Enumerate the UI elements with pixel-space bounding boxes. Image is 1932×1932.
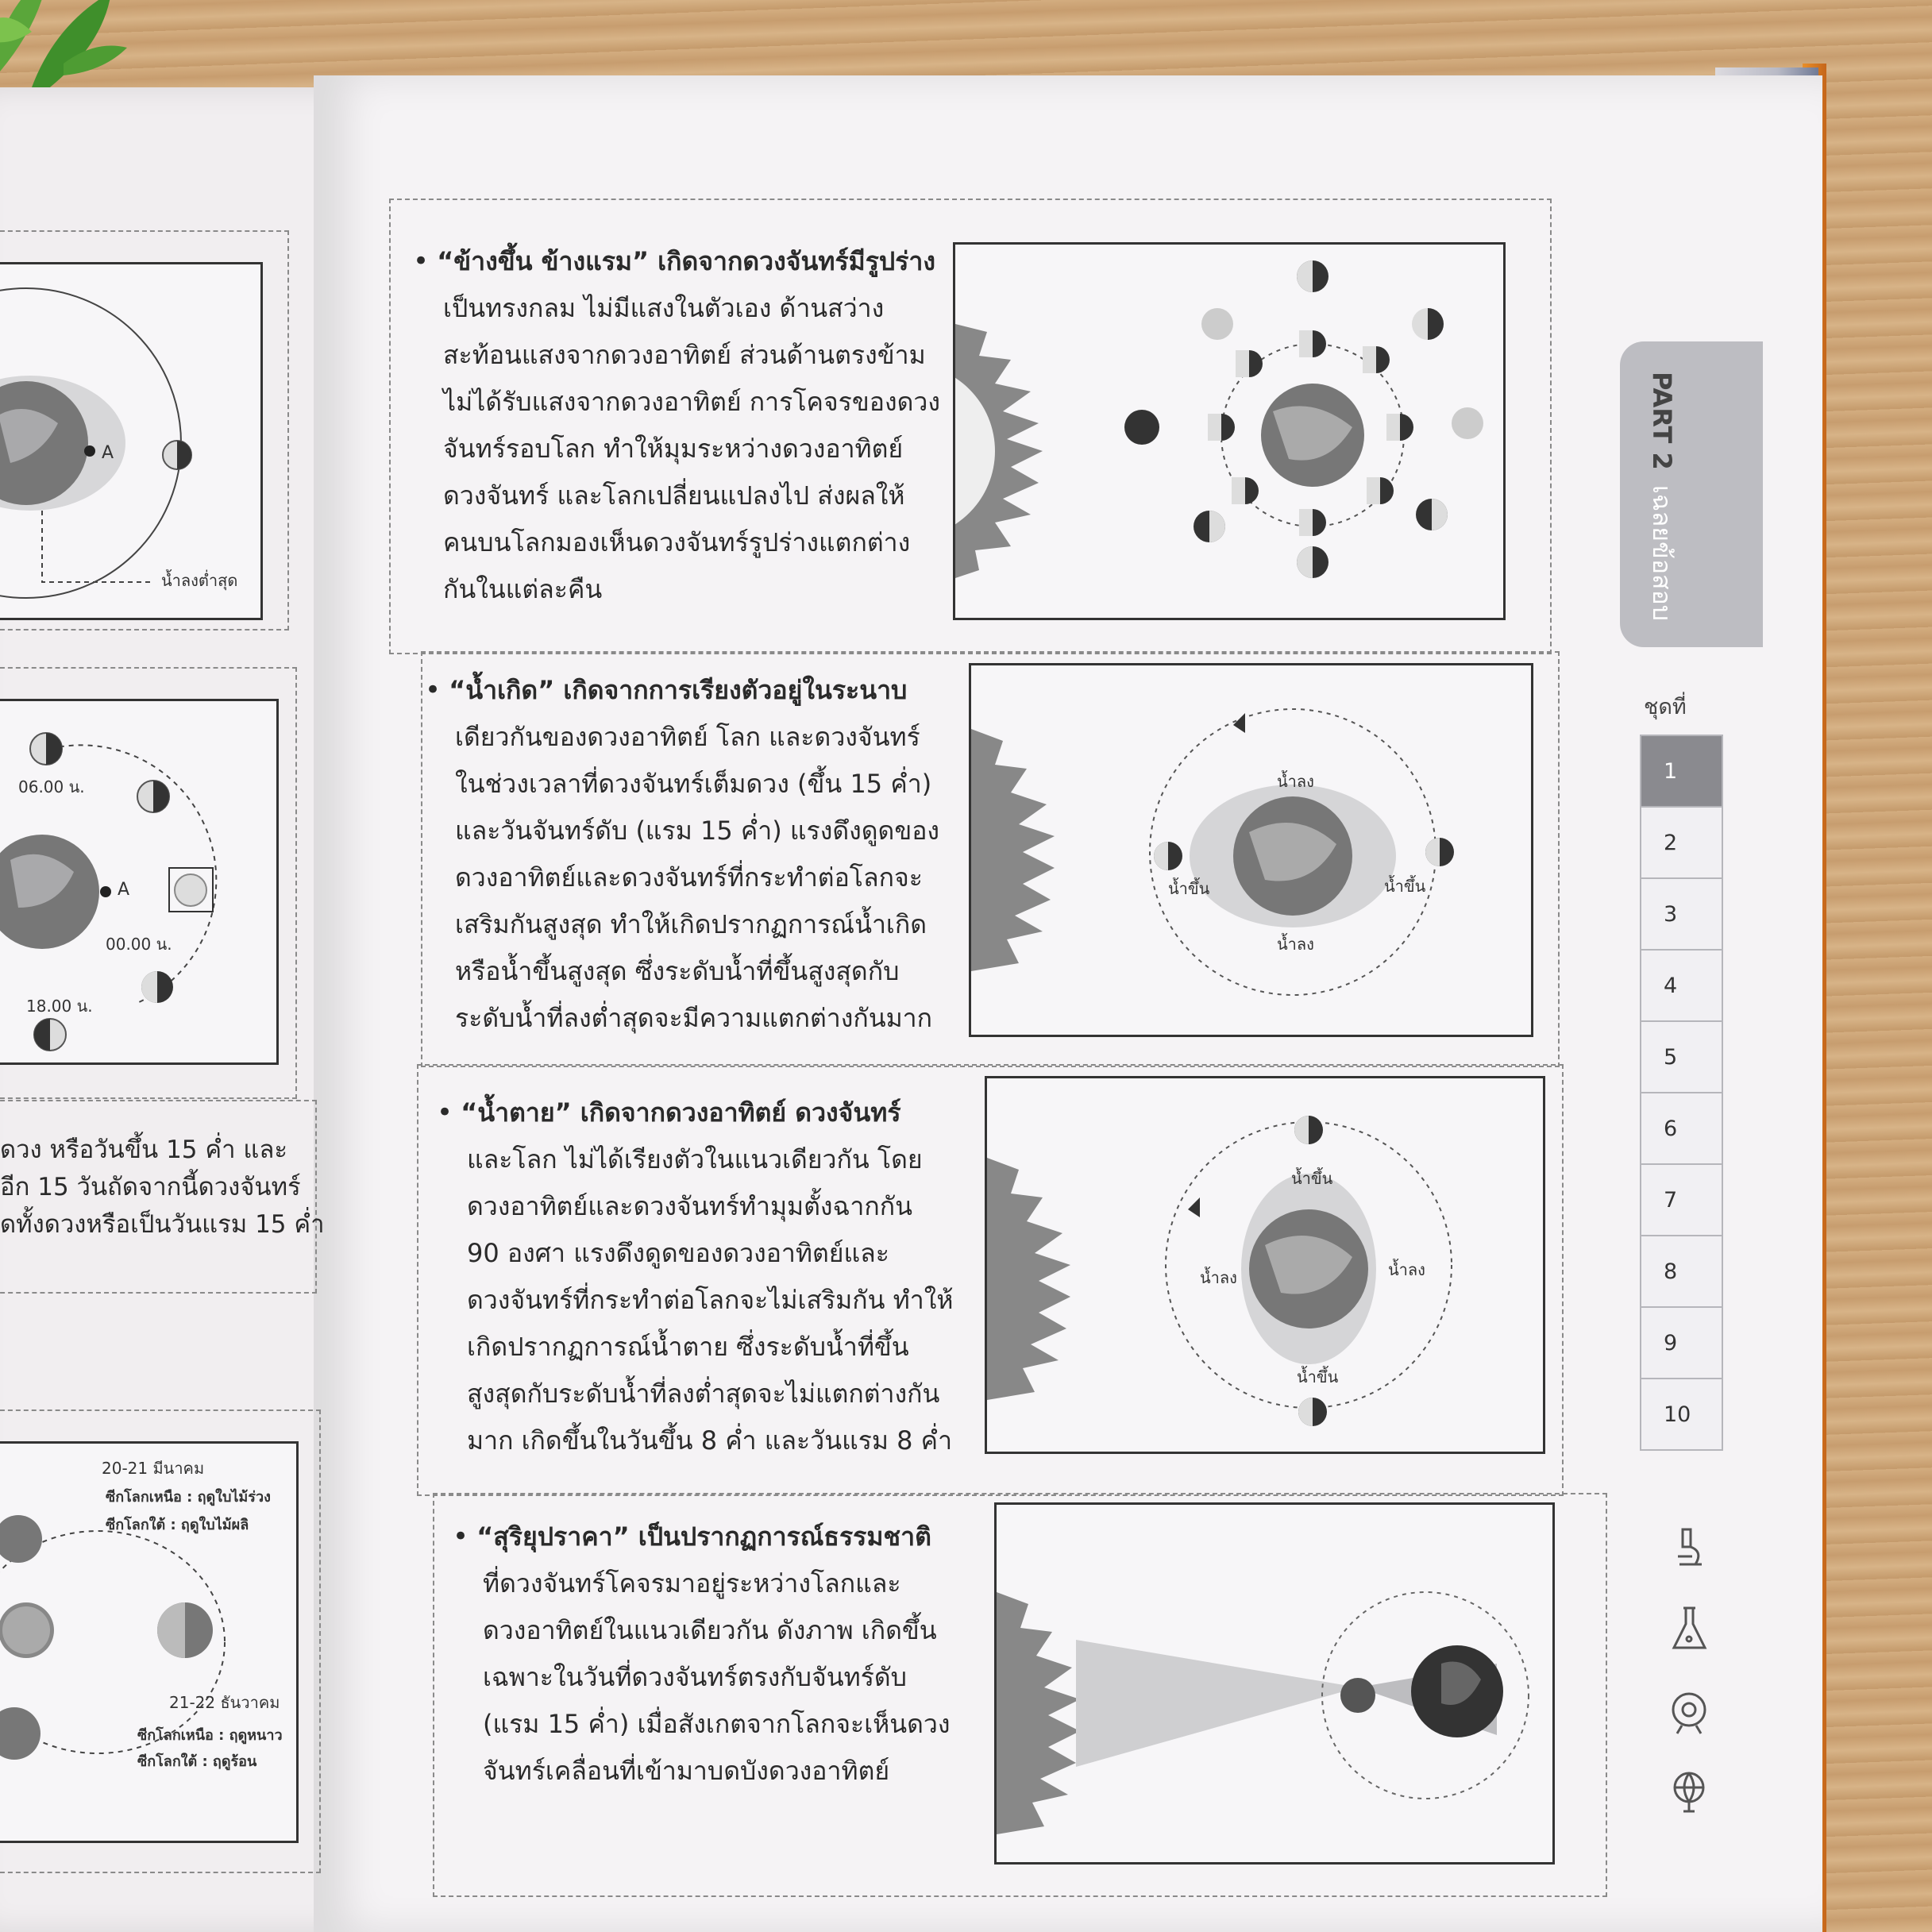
tide-top-label: น้ำลง [1277,772,1314,791]
text-line: ดวงอาทิตย์และดวงจันทร์ที่กระทำต่อโลกจะ [455,862,923,893]
spring-tide-figure [969,663,1533,1037]
left-text-line: ดทั้งดวงหรือเป็นวันแรม 15 ค่ำ [0,1210,325,1239]
tide-bottom-label: น้ำลง [1277,935,1314,954]
bullet: • [453,1521,469,1552]
set-tab-7[interactable]: 7 [1640,1165,1723,1236]
time-0600-label: 06.00 น. [18,777,85,796]
text-line: กันในแต่ละคืน [443,574,603,604]
tide-bottom-label: น้ำขึ้น [1297,1367,1339,1386]
text-line: หรือน้ำขึ้นสูงสุด ซึ่งระดับน้ำที่ขึ้นสูงสุดกับ [455,956,900,986]
text-line: สะท้อนแสงจากดวงอาทิตย์ ส่วนด้านตรงข้าม [443,340,926,370]
text-line: เดียวกันของดวงอาทิตย์ โลก และดวงจันทร์ [455,722,920,752]
set-tab-1[interactable]: 1 [1640,736,1723,808]
set-tab-6[interactable]: 6 [1640,1093,1723,1165]
december-north-season: ซีกโลกเหนือ : ฤดูหนาว [137,1727,283,1744]
globe-icon[interactable] [1668,1767,1711,1818]
time-1800-label: 18.00 น. [26,997,93,1016]
flask-icon[interactable] [1668,1604,1711,1656]
left-text-line: อีก 15 วันถัดจากนี้ดวงจันทร์ [0,1173,301,1201]
text-line: คนบนโลกมองเห็นดวงจันทร์รูปร่างแตกต่าง [443,527,911,557]
text-line: (แรม 15 ค่ำ) เมื่อสังเกตจากโลกจะเห็นดวง [483,1709,951,1739]
text-line: “น้ำตาย” เกิดจากดวงอาทิตย์ ดวงจันทร์ [461,1097,901,1128]
text-line: ที่ดวงจันทร์โคจรมาอยู่ระหว่างโลกและ [483,1568,901,1598]
left-text-line: ดวง หรือวันขึ้น 15 ค่ำ และ [0,1136,287,1164]
left-text-block [0,1132,325,1244]
text-line: จันทร์เคลื่อนที่เข้ามาบดบังดวงอาทิตย์ [483,1756,890,1786]
set-tab-8[interactable]: 8 [1640,1236,1723,1308]
moon-phases-diagram [955,245,1503,618]
text-line: ในช่วงเวลาที่ดวงจันทร์เต็มดวง (ขึ้น 15 ค่ำ) [455,769,932,799]
plant-leaves [0,0,135,95]
set-tab-5[interactable]: 5 [1640,1022,1723,1093]
text-line: “น้ำเกิด” เกิดจากการเรียงตัวอยู่ในระนาบ [449,675,908,705]
december-south-season: ซีกโลกใต้ : ฤดูร้อน [137,1753,257,1770]
neap-tide-text [437,1089,953,1464]
index-heading: ชุดที่ [1644,695,1687,719]
season-diagram [0,1441,299,1843]
moon-phases-figure [953,242,1506,620]
part-title: เฉลยข้อสอบ [1647,484,1677,622]
bullet: • [425,674,442,706]
set-tab-3[interactable]: 3 [1640,879,1723,951]
time-0000-label: 00.00 น. [106,935,172,954]
text-line: “สุริยุปราคา” เป็นปรากฏการณ์ธรรมชาติ [476,1521,931,1552]
set-tab-9[interactable]: 9 [1640,1308,1723,1379]
tide-orbit-diagram [0,264,260,618]
moon-phases-text [413,238,940,613]
text-line: ดวงอาทิตย์ในแนวเดียวกัน ดังภาพ เกิดขึ้น [483,1615,937,1645]
text-line: ไม่ได้รับแสงจากดวงอาทิตย์ การโคจรของดวง [443,387,940,417]
set-tab-4[interactable]: 4 [1640,951,1723,1022]
left-middle-figure [0,699,279,1065]
solar-eclipse-figure [994,1502,1555,1865]
spring-tide-text [425,667,939,1042]
text-line: และโลก ไม่ได้เรียงตัวในแนวเดียวกัน โดย [467,1144,923,1174]
text-line: เสริมกันสูงสุด ทำให้เกิดปรากฏการณ์น้ำเกิด [455,909,927,939]
point-a-label: A [118,880,130,900]
tide-left-label: น้ำลง [1200,1268,1237,1287]
part-label: PART 2 เฉลยข้อสอบ [1647,372,1677,622]
sun-icon [955,324,1043,578]
march-date: 20-21 มีนาคม [102,1459,205,1478]
bullet: • [413,245,430,277]
text-line: 90 องศา แรงดึงดูดของดวงอาทิตย์และ [467,1238,889,1268]
text-line: สูงสุดกับระดับน้ำที่ลงต่ำสุดจะไม่แตกต่างกัน [467,1379,940,1409]
text-line: “ข้างขึ้น ข้างแรม” เกิดจากดวงจันทร์มีรูปร่าง [437,246,936,276]
neap-tide-figure [985,1076,1545,1454]
text-line: ระดับน้ำที่ลงต่ำสุดจะมีความแตกต่างกันมาก [455,1003,933,1033]
text-line: ดวงจันทร์ที่กระทำต่อโลกจะไม่เสริมกัน ทำให้ [467,1285,954,1315]
bullet: • [437,1097,453,1128]
tide-right-label: น้ำลง [1388,1260,1425,1279]
text-line: เกิดปรากฏการณ์น้ำตาย ซึ่งระดับน้ำที่ขึ้น [467,1332,909,1362]
text-line: ดวงจันทร์ และโลกเปลี่ยนแปลงไป ส่งผลให้ [443,480,905,511]
bell-icon[interactable] [1668,1687,1711,1735]
text-line: และวันจันทร์ดับ (แรม 15 ค่ำ) แรงดึงดูดของ [455,816,940,846]
march-north-season: ซีกโลกเหนือ : ฤดูใบไม้ร่วง [106,1489,271,1506]
text-line: จันทร์รอบโลก ทำให้มุมระหว่างดวงอาทิตย์ [443,434,904,464]
december-date: 21-22 ธันวาคม [169,1693,280,1712]
tide-right-label: น้ำขึ้น [1384,877,1426,896]
tide-top-label: น้ำขึ้น [1291,1169,1333,1188]
left-top-figure [0,262,263,620]
text-line: มาก เกิดขึ้นในวันขึ้น 8 ค่ำ และวันแรม 8 ค่ำ [467,1425,953,1456]
text-line: เป็นทรงกลม ไม่มีแสงในตัวเอง ด้านสว่าง [443,293,885,323]
march-south-season: ซีกโลกใต้ : ฤดูใบไม้ผลิ [106,1517,249,1533]
set-tab-10[interactable]: 10 [1640,1379,1723,1451]
tide-left-label: น้ำขึ้น [1168,879,1210,898]
solar-eclipse-text [453,1514,950,1795]
set-tab-2[interactable]: 2 [1640,808,1723,879]
microscope-icon[interactable] [1664,1525,1711,1572]
set-index-list [1640,735,1723,1451]
text-line: ดวงอาทิตย์และดวงจันทร์ทำมุมตั้งฉากกัน [467,1191,912,1221]
point-a-label: A [102,443,114,463]
text-line: เฉพาะในวันที่ดวงจันทร์ตรงกับจันทร์ดับ [483,1662,907,1692]
lowest-tide-caption: น้ำลงต่ำสุด [161,571,238,590]
